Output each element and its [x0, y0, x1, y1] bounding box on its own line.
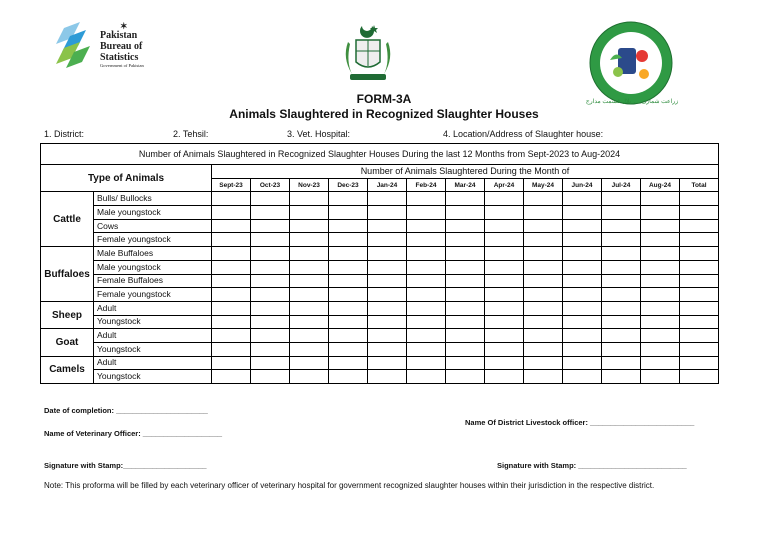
- entry-cell[interactable]: [485, 329, 524, 343]
- entry-cell[interactable]: [524, 301, 563, 315]
- entry-cell[interactable]: [446, 342, 485, 356]
- entry-cell[interactable]: [329, 233, 368, 247]
- entry-cell[interactable]: [680, 247, 719, 261]
- table-row: [41, 288, 719, 302]
- entry-cell[interactable]: [641, 315, 680, 329]
- entry-cell[interactable]: [251, 342, 290, 356]
- month-header-5: Feb-24: [407, 178, 446, 192]
- entry-cell[interactable]: [251, 233, 290, 247]
- entry-cell[interactable]: [368, 192, 407, 206]
- entry-cell[interactable]: [641, 233, 680, 247]
- entry-cell[interactable]: [641, 260, 680, 274]
- entry-cell[interactable]: [251, 301, 290, 315]
- entry-cell[interactable]: [602, 329, 641, 343]
- table-row: [41, 219, 719, 233]
- entry-cell[interactable]: [680, 219, 719, 233]
- entry-cell[interactable]: [368, 219, 407, 233]
- entry-cell[interactable]: [251, 274, 290, 288]
- entry-cell[interactable]: [563, 288, 602, 302]
- entry-cell[interactable]: [290, 356, 329, 370]
- entry-cell[interactable]: [407, 315, 446, 329]
- entry-cell[interactable]: [485, 315, 524, 329]
- entry-cell[interactable]: [251, 315, 290, 329]
- entry-cell[interactable]: [563, 329, 602, 343]
- entry-cell[interactable]: [524, 206, 563, 220]
- entry-cell[interactable]: [524, 192, 563, 206]
- entry-cell[interactable]: [407, 356, 446, 370]
- entry-cell[interactable]: [251, 288, 290, 302]
- subtype-label: Youngstock: [94, 342, 212, 356]
- entry-cell[interactable]: [602, 219, 641, 233]
- entry-cell[interactable]: [641, 247, 680, 261]
- entry-cell[interactable]: [485, 206, 524, 220]
- entry-cell[interactable]: [368, 274, 407, 288]
- entry-cell[interactable]: [485, 247, 524, 261]
- entry-cell[interactable]: [485, 260, 524, 274]
- pbs-subtitle: Government of Pakistan: [100, 63, 144, 68]
- entry-cell[interactable]: [524, 219, 563, 233]
- entry-cell[interactable]: [368, 288, 407, 302]
- entry-cell[interactable]: [680, 301, 719, 315]
- entry-cell[interactable]: [290, 219, 329, 233]
- entry-cell[interactable]: [485, 274, 524, 288]
- entry-cell[interactable]: [446, 274, 485, 288]
- entry-cell[interactable]: [524, 342, 563, 356]
- entry-cell[interactable]: [641, 206, 680, 220]
- entry-cell[interactable]: [446, 329, 485, 343]
- entry-cell[interactable]: [485, 233, 524, 247]
- entry-cell[interactable]: [446, 233, 485, 247]
- entry-cell[interactable]: [368, 370, 407, 384]
- subtype-label: Male Buffaloes: [94, 247, 212, 261]
- entry-cell[interactable]: [524, 274, 563, 288]
- entry-cell[interactable]: [641, 219, 680, 233]
- entry-cell[interactable]: [368, 301, 407, 315]
- table-caption-row: [41, 144, 719, 165]
- entry-cell[interactable]: [602, 370, 641, 384]
- entry-cell[interactable]: [680, 260, 719, 274]
- entry-cell[interactable]: [251, 356, 290, 370]
- entry-cell[interactable]: [290, 247, 329, 261]
- entry-cell[interactable]: [563, 233, 602, 247]
- subtype-label: Adult: [94, 301, 212, 315]
- entry-cell[interactable]: [329, 288, 368, 302]
- form-code: FORM-3A: [356, 92, 412, 106]
- signature-left[interactable]: Signature with Stamp:____________________: [44, 461, 207, 470]
- entry-cell[interactable]: [641, 274, 680, 288]
- entry-cell[interactable]: [680, 315, 719, 329]
- group-label: Buffaloes: [41, 247, 94, 302]
- entry-cell[interactable]: [563, 370, 602, 384]
- table-caption: Number of Animals Slaughtered in Recognized Slaughter Houses During the last 12 Months from Sept-2023 to Aug-2024: [41, 144, 719, 165]
- entry-cell[interactable]: [446, 206, 485, 220]
- type-of-animals-header: Type of Animals: [41, 165, 212, 192]
- entry-cell[interactable]: [602, 274, 641, 288]
- entry-cell[interactable]: [251, 370, 290, 384]
- entry-cell[interactable]: [212, 315, 251, 329]
- entry-cell[interactable]: [524, 315, 563, 329]
- subtype-label: Youngstock: [94, 315, 212, 329]
- table-row: [41, 301, 719, 315]
- entry-cell[interactable]: [290, 315, 329, 329]
- entry-cell[interactable]: [446, 260, 485, 274]
- subtype-label: Female Buffaloes: [94, 274, 212, 288]
- signature-right[interactable]: Signature with Stamp: __________________________: [497, 461, 687, 470]
- entry-cell[interactable]: [329, 219, 368, 233]
- entry-cell[interactable]: [212, 342, 251, 356]
- group-label: Cattle: [41, 192, 94, 247]
- group-label: Sheep: [41, 301, 94, 328]
- entry-cell[interactable]: [290, 233, 329, 247]
- entry-cell[interactable]: [290, 301, 329, 315]
- entry-cell[interactable]: [641, 329, 680, 343]
- subtype-label: Youngstock: [94, 370, 212, 384]
- subtype-label: Female youngstock: [94, 288, 212, 302]
- month-header-11: Aug-24: [641, 178, 680, 192]
- entry-cell[interactable]: [485, 288, 524, 302]
- table-row: [41, 233, 719, 247]
- entry-cell[interactable]: [524, 260, 563, 274]
- pbs-line-2: Bureau of: [100, 41, 143, 52]
- entry-cell[interactable]: [407, 206, 446, 220]
- agri-census-caption: زراعت شماری ۔۔ بلال قسمت مدارج: [585, 99, 679, 105]
- entry-cell[interactable]: [641, 370, 680, 384]
- entry-cell[interactable]: [485, 342, 524, 356]
- table-row: [41, 370, 719, 384]
- subtype-label: Adult: [94, 329, 212, 343]
- entry-cell[interactable]: [290, 206, 329, 220]
- subtype-label: Male youngstock: [94, 260, 212, 274]
- header-row-1: [41, 165, 719, 179]
- entry-cell[interactable]: [680, 233, 719, 247]
- entry-cell[interactable]: [485, 356, 524, 370]
- month-header-7: Apr-24: [485, 178, 524, 192]
- entry-cell[interactable]: [524, 370, 563, 384]
- entry-cell[interactable]: [524, 233, 563, 247]
- entry-cell[interactable]: [329, 356, 368, 370]
- entry-cell[interactable]: [563, 342, 602, 356]
- entry-cell[interactable]: [368, 206, 407, 220]
- entry-cell[interactable]: [563, 219, 602, 233]
- entry-cell[interactable]: [329, 192, 368, 206]
- entry-cell[interactable]: [407, 370, 446, 384]
- entry-cell[interactable]: [680, 342, 719, 356]
- entry-cell[interactable]: [212, 301, 251, 315]
- entry-cell[interactable]: [290, 370, 329, 384]
- entry-cell[interactable]: [602, 288, 641, 302]
- pbs-wordmark: [100, 22, 180, 69]
- entry-cell[interactable]: [290, 274, 329, 288]
- table-row: [41, 315, 719, 329]
- vet-hospital-field[interactable]: 3. Vet. Hospital:: [287, 129, 351, 139]
- entry-cell[interactable]: [524, 247, 563, 261]
- month-header-2: Nov-23: [290, 178, 329, 192]
- subtype-label: Bulls/ Bullocks: [94, 192, 212, 206]
- entry-cell[interactable]: [641, 356, 680, 370]
- entry-cell[interactable]: [329, 247, 368, 261]
- pbs-line-3: Statistics: [100, 52, 139, 63]
- entry-cell[interactable]: [212, 206, 251, 220]
- entry-cell[interactable]: [212, 260, 251, 274]
- entry-cell[interactable]: [407, 329, 446, 343]
- month-header-1: Oct-23: [251, 178, 290, 192]
- entry-cell[interactable]: [680, 206, 719, 220]
- entry-cell[interactable]: [407, 288, 446, 302]
- entry-cell[interactable]: [212, 192, 251, 206]
- slaughter-table: [40, 143, 719, 384]
- entry-cell[interactable]: [680, 274, 719, 288]
- entry-cell[interactable]: [446, 288, 485, 302]
- entry-cell[interactable]: [446, 370, 485, 384]
- entry-cell[interactable]: [212, 247, 251, 261]
- entry-cell[interactable]: [290, 342, 329, 356]
- entry-cell[interactable]: [251, 192, 290, 206]
- district-field[interactable]: 1. District:: [44, 129, 85, 139]
- entry-cell[interactable]: [407, 274, 446, 288]
- entry-cell[interactable]: [446, 301, 485, 315]
- entry-cell[interactable]: [212, 356, 251, 370]
- entry-cell[interactable]: [446, 356, 485, 370]
- entry-cell[interactable]: [524, 288, 563, 302]
- entry-cell[interactable]: [368, 356, 407, 370]
- tehsil-field[interactable]: 2. Tehsil:: [173, 129, 209, 139]
- location-field[interactable]: 4. Location/Address of Slaughter house:: [443, 129, 604, 139]
- table-row: [41, 192, 719, 206]
- entry-cell[interactable]: [212, 219, 251, 233]
- entry-cell[interactable]: [680, 370, 719, 384]
- entry-cell[interactable]: [680, 288, 719, 302]
- entry-cell[interactable]: [485, 219, 524, 233]
- entry-cell[interactable]: [641, 288, 680, 302]
- entry-cell[interactable]: [329, 301, 368, 315]
- entry-cell[interactable]: [485, 370, 524, 384]
- entry-cell[interactable]: [563, 260, 602, 274]
- entry-cell[interactable]: [602, 315, 641, 329]
- entry-cell[interactable]: [368, 247, 407, 261]
- entry-cell[interactable]: [407, 247, 446, 261]
- entry-cell[interactable]: [212, 329, 251, 343]
- table-row: [41, 206, 719, 220]
- entry-cell[interactable]: [563, 206, 602, 220]
- entry-cell[interactable]: [329, 260, 368, 274]
- entry-cell[interactable]: [602, 192, 641, 206]
- pbs-star-icon: ✶: [120, 21, 128, 31]
- entry-cell[interactable]: [212, 288, 251, 302]
- entry-cell[interactable]: [329, 315, 368, 329]
- entry-cell[interactable]: [407, 301, 446, 315]
- entry-cell[interactable]: [602, 233, 641, 247]
- table-row: [41, 247, 719, 261]
- entry-cell[interactable]: [368, 329, 407, 343]
- month-header-6: Mar-24: [446, 178, 485, 192]
- subtype-label: Adult: [94, 356, 212, 370]
- entry-cell[interactable]: [329, 206, 368, 220]
- month-header-3: Dec-23: [329, 178, 368, 192]
- month-header-4: Jan-24: [368, 178, 407, 192]
- entry-cell[interactable]: [602, 260, 641, 274]
- entry-cell[interactable]: [446, 219, 485, 233]
- entry-cell[interactable]: [446, 192, 485, 206]
- entry-cell[interactable]: [290, 192, 329, 206]
- months-span-header: Number of Animals Slaughtered During the Month of: [212, 165, 719, 179]
- group-label: Goat: [41, 329, 94, 356]
- entry-cell[interactable]: [251, 206, 290, 220]
- table-row: [41, 356, 719, 370]
- month-header-10: Jul-24: [602, 178, 641, 192]
- month-header-0: Sept-23: [212, 178, 251, 192]
- subtype-label: Female youngstock: [94, 233, 212, 247]
- entry-cell[interactable]: [368, 260, 407, 274]
- entry-cell[interactable]: [290, 329, 329, 343]
- entry-cell[interactable]: [446, 247, 485, 261]
- entry-cell[interactable]: [329, 370, 368, 384]
- entry-cell[interactable]: [407, 233, 446, 247]
- entry-cell[interactable]: [212, 233, 251, 247]
- pbs-line-1: Pakistan: [100, 30, 138, 41]
- entry-cell[interactable]: [563, 247, 602, 261]
- entry-cell[interactable]: [368, 233, 407, 247]
- entry-cell[interactable]: [680, 192, 719, 206]
- entry-cell[interactable]: [602, 247, 641, 261]
- entry-cell[interactable]: [212, 274, 251, 288]
- month-header-8: May-24: [524, 178, 563, 192]
- entry-cell[interactable]: [485, 192, 524, 206]
- subtype-label: Cows: [94, 219, 212, 233]
- entry-cell[interactable]: [251, 329, 290, 343]
- entry-cell[interactable]: [641, 301, 680, 315]
- vet-officer-name[interactable]: Name of Veterinary Officer: ___________________: [44, 429, 223, 438]
- district-officer-name[interactable]: Name Of District Livestock officer: _________________________: [465, 418, 695, 427]
- entry-cell[interactable]: [407, 342, 446, 356]
- table-row: [41, 329, 719, 343]
- entry-cell[interactable]: [641, 192, 680, 206]
- entry-cell[interactable]: [680, 356, 719, 370]
- entry-cell[interactable]: [290, 288, 329, 302]
- entry-cell[interactable]: [446, 315, 485, 329]
- entry-cell[interactable]: [563, 356, 602, 370]
- entry-cell[interactable]: [602, 206, 641, 220]
- entry-cell[interactable]: [290, 260, 329, 274]
- entry-cell[interactable]: [485, 301, 524, 315]
- entry-cell[interactable]: [407, 192, 446, 206]
- entry-cell[interactable]: [602, 356, 641, 370]
- note-text: Note: This proforma will be filled by each veterinary officer of veterinary hospital for government recognized slaughter houses within their jurisdiction in the respective district.: [44, 481, 655, 490]
- table-row: [41, 260, 719, 274]
- entry-cell[interactable]: [212, 370, 251, 384]
- entry-cell[interactable]: [329, 329, 368, 343]
- table-row: [41, 342, 719, 356]
- entry-cell[interactable]: [329, 342, 368, 356]
- entry-cell[interactable]: [251, 219, 290, 233]
- entry-cell[interactable]: [563, 192, 602, 206]
- entry-cell[interactable]: [563, 315, 602, 329]
- entry-cell[interactable]: [251, 247, 290, 261]
- entry-cell[interactable]: [251, 260, 290, 274]
- form-title: Animals Slaughtered in Recognized Slaughter Houses: [229, 107, 539, 121]
- entry-cell[interactable]: [407, 219, 446, 233]
- entry-cell[interactable]: [563, 301, 602, 315]
- entry-cell[interactable]: [407, 260, 446, 274]
- entry-cell[interactable]: [329, 274, 368, 288]
- entry-cell[interactable]: [563, 274, 602, 288]
- subtype-label: Male youngstock: [94, 206, 212, 220]
- entry-cell[interactable]: [602, 342, 641, 356]
- entry-cell[interactable]: [524, 329, 563, 343]
- group-label: Camels: [41, 356, 94, 383]
- entry-cell[interactable]: [368, 315, 407, 329]
- state-emblem-icon: [340, 22, 396, 84]
- table-row: [41, 274, 719, 288]
- entry-cell[interactable]: [368, 342, 407, 356]
- month-header-12: Total: [680, 178, 719, 192]
- entry-cell[interactable]: [602, 301, 641, 315]
- date-of-completion[interactable]: Date of completion: ______________________: [44, 406, 208, 415]
- entry-cell[interactable]: [641, 342, 680, 356]
- entry-cell[interactable]: [680, 329, 719, 343]
- month-header-9: Jun-24: [563, 178, 602, 192]
- entry-cell[interactable]: [524, 356, 563, 370]
